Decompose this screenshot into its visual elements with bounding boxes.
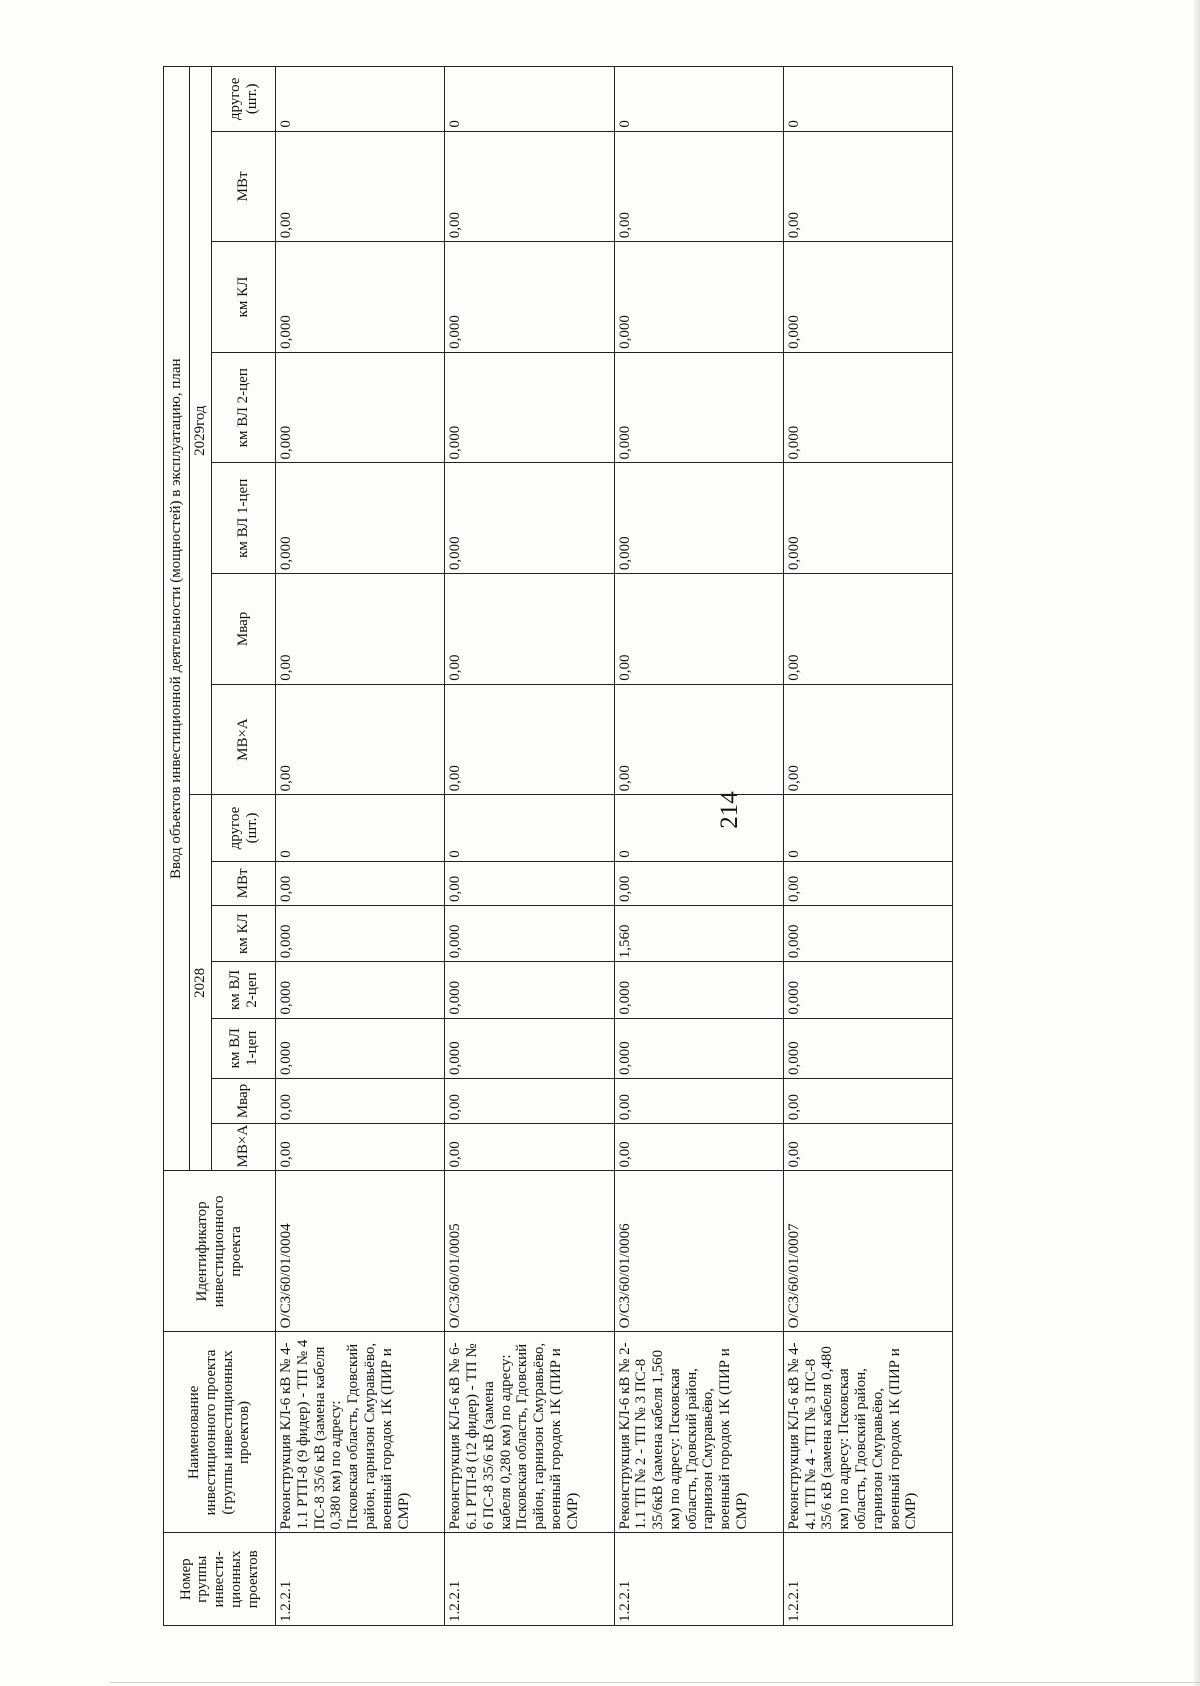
subheader-2028-3: км ВЛ 2-цеп (212, 962, 276, 1018)
value-2029-cell: 0 (276, 67, 445, 132)
header-year-2029: 2029год (190, 67, 212, 795)
value-2028-cell: 0,000 (445, 1018, 614, 1078)
value-2029-cell: 0,00 (445, 684, 614, 795)
subheader-2029-3: км ВЛ 2-цеп (212, 352, 276, 463)
value-2029-cell: 0,000 (783, 242, 952, 353)
value-2028-cell: 0,00 (445, 1124, 614, 1171)
value-2028-cell: 0,000 (276, 905, 445, 961)
scan-bottom-line (110, 1682, 1200, 1683)
value-2028-cell: 0,00 (614, 1078, 783, 1123)
header-year-2028: 2028 (190, 795, 212, 1171)
table-row (614, 67, 783, 1626)
value-2029-cell: 0,000 (614, 242, 783, 353)
value-2028-cell: 0 (276, 795, 445, 861)
project-identifier-cell: О/СЗ/60/01/0007 (783, 1171, 952, 1332)
value-2029-cell: 0,00 (614, 131, 783, 242)
table-row (276, 67, 445, 1626)
subheader-2029-4: км КЛ (212, 242, 276, 353)
value-2028-cell: 0,00 (783, 1124, 952, 1171)
value-2028-cell: 0,00 (614, 1124, 783, 1171)
value-2029-cell: 0,00 (614, 574, 783, 685)
investment-table-container (163, 66, 953, 1626)
header-identifier: Идентификатор инвестиционного проекта (164, 1171, 276, 1332)
value-2028-cell: 0,00 (614, 861, 783, 905)
subheader-2028-1: Мвар (212, 1078, 276, 1123)
value-2029-cell: 0,00 (276, 684, 445, 795)
subheader-2028-6: другое (шт.) (212, 795, 276, 861)
project-name-cell: Реконструкция КЛ-6 кВ № 6-6.1 РТП-8 (12 фидер) - ТП № 6 ПС-8 35/6 кВ (замена кабеля 0,280 км) по адресу: Псковская область, Гдовский район, гарнизон Смуравьёво, военный городок 1К (ПИР и СМР) (445, 1332, 614, 1533)
value-2029-cell: 0,000 (445, 352, 614, 463)
table-body (276, 67, 953, 1626)
subheader-2029-2: км ВЛ 1-цеп (212, 463, 276, 574)
subheader-2028-0: МВ×А (212, 1124, 276, 1171)
subheader-2029-5: МВт (212, 131, 276, 242)
subheader-2028-2: км ВЛ 1-цеп (212, 1018, 276, 1078)
value-2028-cell: 0,000 (783, 1018, 952, 1078)
scan-edge (1194, 0, 1200, 1686)
value-2029-cell: 0,00 (276, 131, 445, 242)
value-2029-cell: 0,00 (614, 684, 783, 795)
subheader-2028-5: МВт (212, 861, 276, 905)
subheader-2029-1: Мвар (212, 574, 276, 685)
value-2029-cell: 0,00 (276, 574, 445, 685)
value-2029-cell: 0,00 (445, 131, 614, 242)
value-2029-cell: 0,00 (445, 574, 614, 685)
value-2029-cell: 0,00 (783, 684, 952, 795)
table-row (783, 67, 952, 1626)
value-2028-cell: 0,00 (276, 1124, 445, 1171)
value-2028-cell: 0,00 (783, 1078, 952, 1123)
value-2028-cell: 0,000 (783, 905, 952, 961)
group-number-cell: 1.2.2.1 (783, 1533, 952, 1626)
value-2028-cell: 0,000 (783, 962, 952, 1018)
value-2028-cell: 0,00 (445, 861, 614, 905)
group-number-cell: 1.2.2.1 (445, 1533, 614, 1626)
value-2029-cell: 0,000 (783, 352, 952, 463)
subheader-2028-4: км КЛ (212, 905, 276, 961)
project-name-cell: Реконструкция КЛ-6 кВ № 2-1.1 ТП № 2 - ТП № 3 ПС-8 35/6кВ (замена кабеля 1,560 км) по адресу: Псковская область, Гдовский район, гарнизон Смуравьёво, военный городок 1К (ПИР и СМР) (614, 1332, 783, 1533)
value-2028-cell: 0,000 (445, 905, 614, 961)
value-2029-cell: 0,00 (783, 131, 952, 242)
value-2029-cell: 0,000 (783, 463, 952, 574)
page-number: 214 (716, 791, 743, 829)
project-identifier-cell: О/СЗ/60/01/0005 (445, 1171, 614, 1332)
subheader-2029-0: МВ×А (212, 684, 276, 795)
project-identifier-cell: О/СЗ/60/01/0006 (614, 1171, 783, 1332)
investment-projects-table (163, 66, 953, 1626)
value-2029-cell: 0 (614, 67, 783, 132)
value-2029-cell: 0,000 (445, 242, 614, 353)
value-2029-cell: 0,000 (445, 463, 614, 574)
value-2028-cell: 1,560 (614, 905, 783, 961)
value-2028-cell: 0 (614, 795, 783, 861)
group-number-cell: 1.2.2.1 (276, 1533, 445, 1626)
value-2029-cell: 0 (783, 67, 952, 132)
value-2028-cell: 0,000 (614, 1018, 783, 1078)
subheader-2029-6: другое (шт.) (212, 67, 276, 132)
header-commissioning-plan: Ввод объектов инвестиционной деятельности (мощностей) в эксплуатацию, план (164, 67, 190, 1171)
value-2029-cell: 0,000 (276, 242, 445, 353)
value-2029-cell: 0,00 (783, 574, 952, 685)
value-2029-cell: 0,000 (276, 463, 445, 574)
project-identifier-cell: О/СЗ/60/01/0004 (276, 1171, 445, 1332)
value-2029-cell: 0,000 (614, 352, 783, 463)
group-number-cell: 1.2.2.1 (614, 1533, 783, 1626)
value-2028-cell: 0,000 (276, 1018, 445, 1078)
header-group-number: Номер группы инвести-ционных проектов (164, 1533, 276, 1626)
value-2028-cell: 0 (783, 795, 952, 861)
value-2028-cell: 0,00 (276, 1078, 445, 1123)
value-2028-cell: 0,00 (276, 861, 445, 905)
value-2028-cell: 0 (445, 795, 614, 861)
value-2028-cell: 0,00 (445, 1078, 614, 1123)
project-name-cell: Реконструкция КЛ-6 кВ № 4-1.1 РТП-8 (9 фидер) - ТП № 4 ПС-8 35/6 кВ (замена кабеля 0,380 км) по адресу: Псковская область, Гдовский район, гарнизон Смуравьёво, военный городок 1К (ПИР и СМР) (276, 1332, 445, 1533)
header-project-name: Наименование инвестиционного проекта (группы инвестиционных проектов) (164, 1332, 276, 1533)
value-2029-cell: 0 (445, 67, 614, 132)
value-2029-cell: 0,000 (614, 463, 783, 574)
value-2028-cell: 0,000 (614, 962, 783, 1018)
project-name-cell: Реконструкция КЛ-6 кВ № 4-4.1 ТП № 4 - ТП № 3 ПС-8 35/6 кВ (замена кабеля 0,480 км) по адресу: Псковская область, Гдовский район, гарнизон Смуравьёво, военный городок 1К (ПИР и СМР) (783, 1332, 952, 1533)
table-row (445, 67, 614, 1626)
value-2028-cell: 0,00 (783, 861, 952, 905)
value-2028-cell: 0,000 (445, 962, 614, 1018)
value-2029-cell: 0,000 (276, 352, 445, 463)
value-2028-cell: 0,000 (276, 962, 445, 1018)
